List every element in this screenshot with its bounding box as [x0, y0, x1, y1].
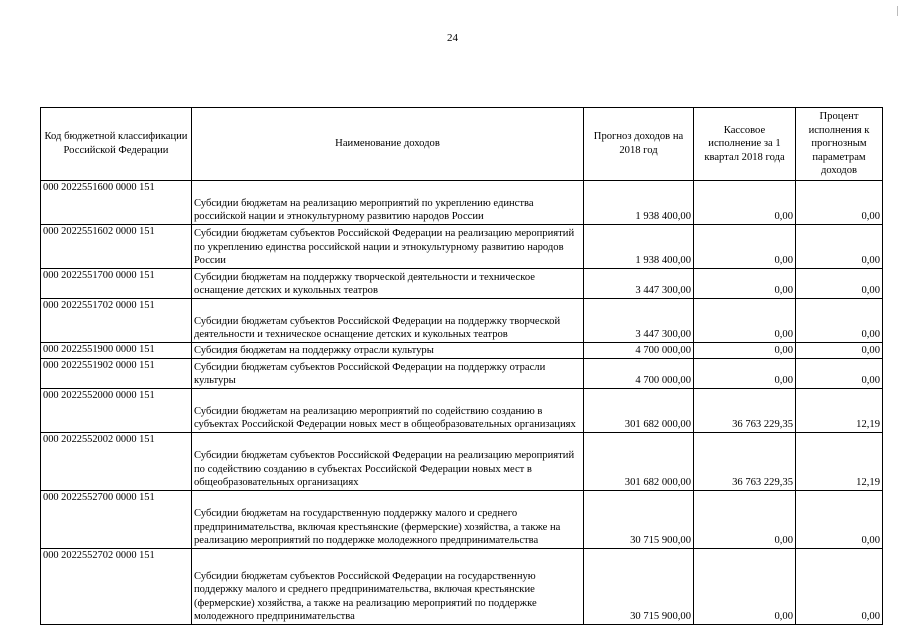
table-row: [41, 343, 883, 359]
row-forecast: 1 938 400,00: [584, 181, 694, 225]
row-percent: 0,00: [796, 491, 883, 549]
table-body: [41, 181, 883, 625]
row-forecast: 1 938 400,00: [584, 225, 694, 269]
revenue-table: [40, 107, 883, 625]
table-row: [41, 549, 883, 625]
page-number: 24: [447, 32, 458, 44]
row-code: 000 2022552002 0000 151: [41, 433, 192, 491]
row-name: Субсидии бюджетам субъектов Российской Федерации на государственную поддержку малого и среднего предпринимательства, включая крестьянские (фермерские) хозяйства, а также на реализацию мероприятий по поддержке молодежного предпринимательства: [192, 549, 584, 625]
table-row: [41, 225, 883, 269]
row-execution: 0,00: [694, 491, 796, 549]
table-row: [41, 299, 883, 343]
row-code: 000 2022551700 0000 151: [41, 269, 192, 299]
row-name: Субсидии бюджетам на реализацию мероприятий по укреплению единства российской нации и этнокультурному развитию народов России: [192, 181, 584, 225]
row-forecast: 3 447 300,00: [584, 269, 694, 299]
row-code: 000 2022551602 0000 151: [41, 225, 192, 269]
row-forecast: 4 700 000,00: [584, 359, 694, 389]
row-name: Субсидии бюджетам субъектов Российской Федерации на поддержку творческой деятельности и техническое оснащение детских и кукольных театров: [192, 299, 584, 343]
row-name: Субсидии бюджетам субъектов Российской Федерации на поддержку отрасли культуры: [192, 359, 584, 389]
row-code: 000 2022552700 0000 151: [41, 491, 192, 549]
row-execution: 36 763 229,35: [694, 389, 796, 433]
row-forecast: 3 447 300,00: [584, 299, 694, 343]
table-row: [41, 269, 883, 299]
row-execution: 0,00: [694, 181, 796, 225]
row-execution: 0,00: [694, 359, 796, 389]
table-row: [41, 433, 883, 491]
row-percent: 0,00: [796, 343, 883, 359]
row-name: Субсидии бюджетам на государственную поддержку малого и среднего предпринимательства, включая крестьянские (фермерские) хозяйства, а также на реализацию мероприятий по поддержке молодежного предпринимательства: [192, 491, 584, 549]
row-forecast: 301 682 000,00: [584, 433, 694, 491]
row-percent: 12,19: [796, 389, 883, 433]
row-forecast: 30 715 900,00: [584, 491, 694, 549]
header-name: Наименование доходов: [192, 108, 584, 181]
header-forecast: Прогноз доходов на 2018 год: [584, 108, 694, 181]
row-code: 000 2022552702 0000 151: [41, 549, 192, 625]
row-name: Субсидия бюджетам на поддержку отрасли культуры: [192, 343, 584, 359]
row-execution: 0,00: [694, 299, 796, 343]
row-name: Субсидии бюджетам субъектов Российской Федерации на реализацию мероприятий по содействию созданию в субъектах Российской Федерации новых мест в общеобразовательных организациях: [192, 433, 584, 491]
scan-edge-mark: [897, 6, 898, 16]
row-percent: 0,00: [796, 181, 883, 225]
row-execution: 36 763 229,35: [694, 433, 796, 491]
header-code: Код бюджетной классификации Российской Федерации: [41, 108, 192, 181]
row-percent: 0,00: [796, 359, 883, 389]
row-percent: 0,00: [796, 225, 883, 269]
row-name: Субсидии бюджетам субъектов Российской Федерации на реализацию мероприятий по укреплению единства российской нации и этнокультурному развитию народов России: [192, 225, 584, 269]
row-code: 000 2022551702 0000 151: [41, 299, 192, 343]
table-row: [41, 491, 883, 549]
row-execution: 0,00: [694, 549, 796, 625]
row-execution: 0,00: [694, 269, 796, 299]
table-row: [41, 389, 883, 433]
row-code: 000 2022551902 0000 151: [41, 359, 192, 389]
row-code: 000 2022552000 0000 151: [41, 389, 192, 433]
row-name: Субсидии бюджетам на реализацию мероприятий по содействию созданию в субъектах Российской Федерации новых мест в общеобразовательных организациях: [192, 389, 584, 433]
table-row: [41, 359, 883, 389]
row-code: 000 2022551900 0000 151: [41, 343, 192, 359]
row-percent: 12,19: [796, 433, 883, 491]
row-code: 000 2022551600 0000 151: [41, 181, 192, 225]
row-forecast: 30 715 900,00: [584, 549, 694, 625]
row-percent: 0,00: [796, 269, 883, 299]
table-header-row: [41, 108, 883, 181]
row-execution: 0,00: [694, 225, 796, 269]
row-percent: 0,00: [796, 299, 883, 343]
row-percent: 0,00: [796, 549, 883, 625]
row-name: Субсидии бюджетам на поддержку творческой деятельности и техническое оснащение детских и кукольных театров: [192, 269, 584, 299]
row-execution: 0,00: [694, 343, 796, 359]
row-forecast: 301 682 000,00: [584, 389, 694, 433]
header-execution: Кассовое исполнение за 1 квартал 2018 года: [694, 108, 796, 181]
row-forecast: 4 700 000,00: [584, 343, 694, 359]
table-row: [41, 181, 883, 225]
header-percent: Процент исполнения к прогнозным параметрам доходов: [796, 108, 883, 181]
